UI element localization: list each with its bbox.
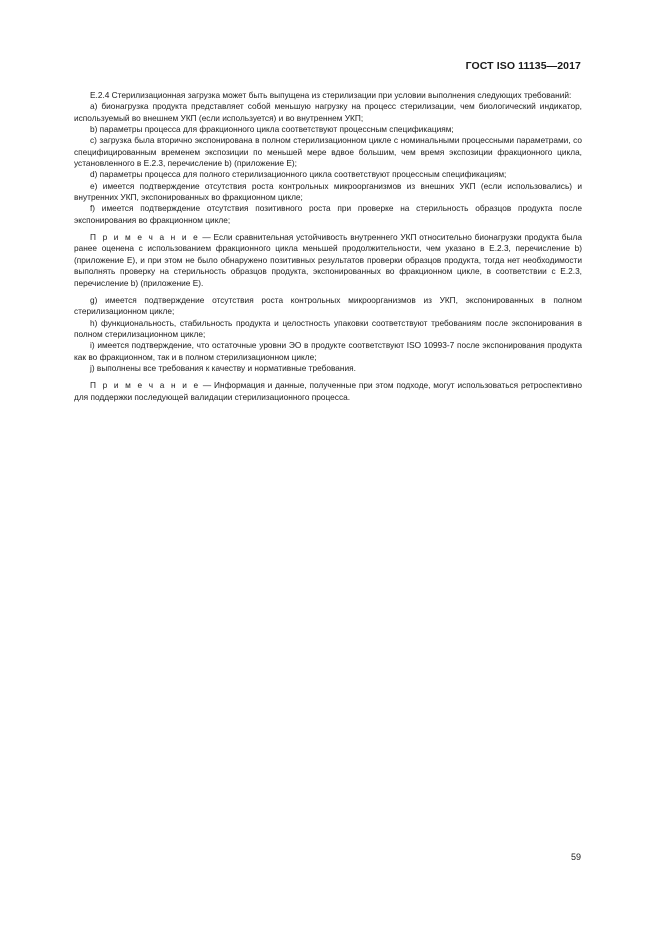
list-item-c: c) загрузка была вторично экспонирована в полном стерилизационном цикле с номинальными процессными параметрами, со специфицированным временем экспозиции по меньшей мере вдвое большим, чем время экспозиции фракционного цикла, установленного в Е.2.3, перечисление b) (приложение Е);: [74, 135, 582, 169]
note-2-text: — Информация и данные, полученные при этом подходе, могут использоваться ретроспективно для поддержки последующей валидации стерилизационного процесса.: [74, 380, 582, 402]
list-item-f: f) имеется подтверждение отсутствия позитивного роста при проверке на стерильность образцов продукта после экспонирования во фракционном цикле;: [74, 203, 582, 225]
note-2-label: П р и м е ч а н и е: [90, 380, 201, 391]
list-item-a: a) бионагрузка продукта представляет собой меньшую нагрузку на процесс стерилизации, чем биологический индикатор, используемый во внешнем УКП (если используется) и во внутреннем УКП;: [74, 101, 582, 123]
list-item-d: d) параметры процесса для полного стерилизационного цикла соответствуют процессным спецификациям;: [90, 169, 507, 180]
list-item-h: h) функциональность, стабильность продукта и целостность упаковки соответствуют требованиям после экспонирования в полном стерилизационном цикле;: [74, 317, 582, 339]
document-body: [74, 90, 582, 409]
note-2: [74, 380, 582, 403]
paragraph-e24: Е.2.4 Стерилизационная загрузка может быть выпущена из стерилизации при условии выполнения следующих требований:: [90, 90, 572, 100]
list-item-i: i) имеется подтверждение, что остаточные уровни ЭО в продукте соответствуют ISO 10993-7 после экспонирования продукта как во фракционном, так и в полном стерилизационном цикле;: [74, 340, 582, 362]
list-item-e: e) имеется подтверждение отсутствия роста контрольных микроорганизмов из внешних УКП (если использовались) и внутренних УКП, экспонированных во фракционном цикле;: [74, 180, 582, 203]
document-header: ГОСТ ISO 11135—2017: [465, 60, 581, 72]
page-number: 59: [570, 852, 581, 862]
note-1-text: — Если сравнительная устойчивость внутреннего УКП относительно бионагрузки продукта была ранее оценена с использованием фракционного цикла меньшей продолжительности, чем указано в Е.2.3, перечисление b) (приложение Е), и при этом не было обнаружено позитивных результатов проверки образцов продукта, тогда нет необходимости выполнять проверку на стерильность образцов продукта, экспонированных во фракционном цикле, в соответствии с Е.2.3, перечисление b) (приложение Е).: [74, 232, 582, 288]
note-1-label: П р и м е ч а н и е: [90, 232, 200, 243]
list-item-g: g) имеется подтверждение отсутствия роста контрольных микроорганизмов из УКП, экспонированных в полном стерилизационном цикле;: [74, 294, 582, 317]
list-item-j: j) выполнены все требования к качеству и нормативные требования.: [90, 362, 356, 373]
list-item-b: b) параметры процесса для фракционного цикла соответствуют процессным спецификациям;: [90, 124, 454, 135]
note-1: [74, 232, 582, 289]
